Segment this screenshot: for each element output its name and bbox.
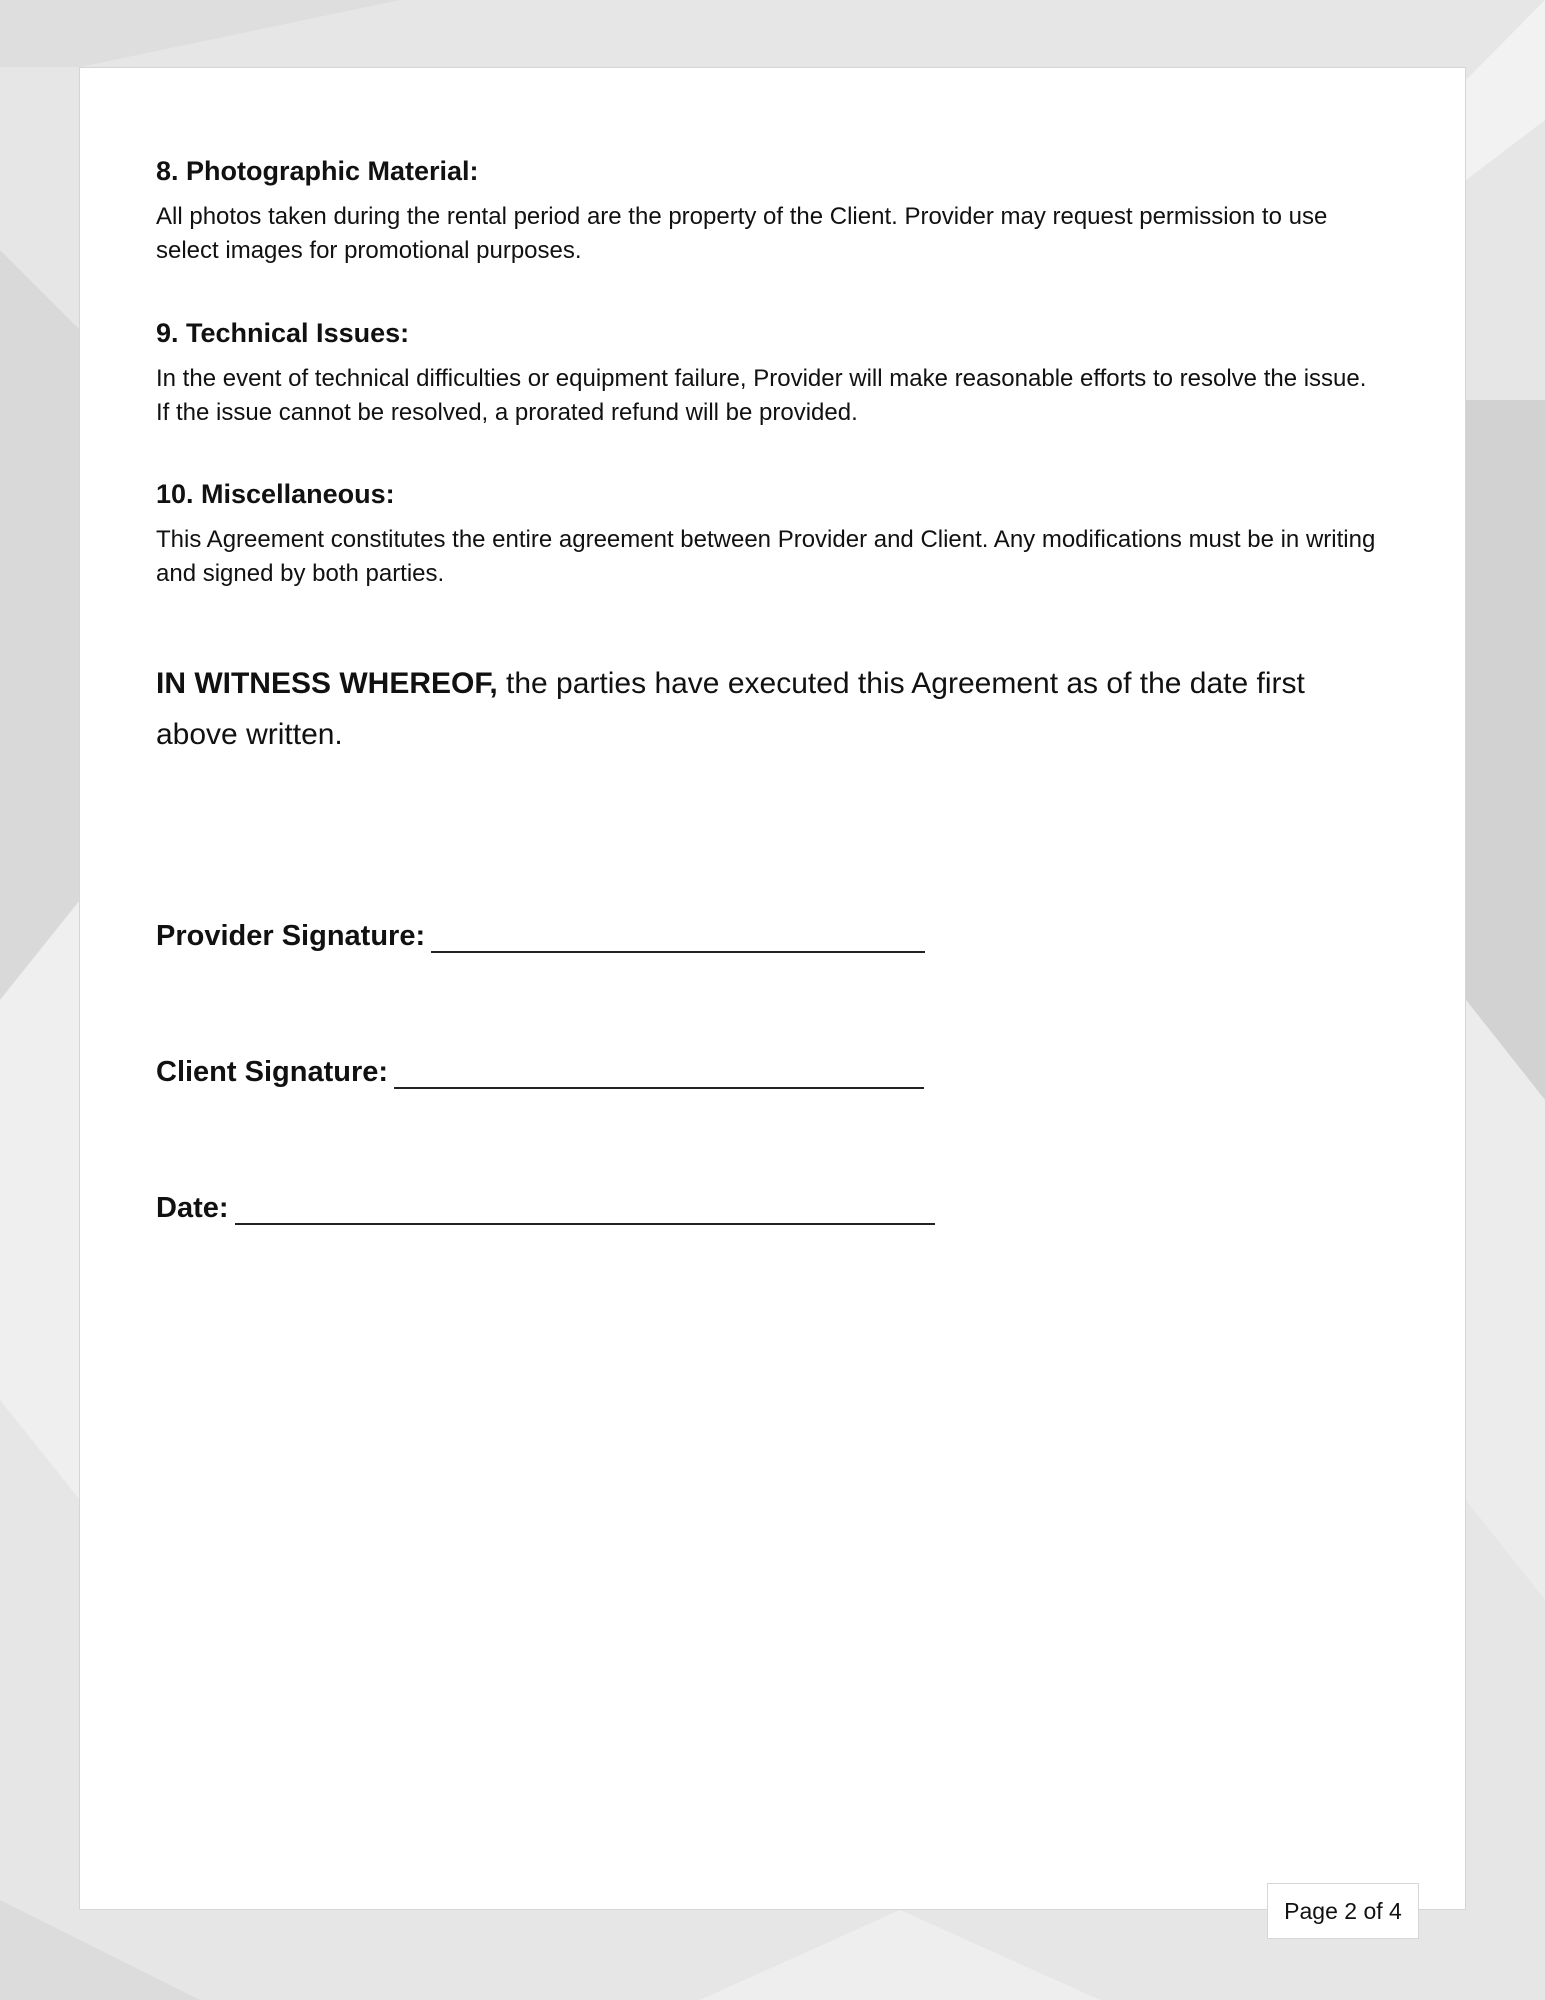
section-heading: 9. Technical Issues: — [156, 318, 410, 348]
section-photographic-material — [156, 154, 1386, 268]
section-body: In the event of technical difficulties or equipment failure, Provider will make reasonable efforts to resolve the issue. If the issue cannot be resolved, a prorated refund will be provided. — [156, 365, 1367, 426]
client-signature-row — [156, 1049, 924, 1089]
client-signature-line[interactable] — [394, 1085, 924, 1089]
section-body: All photos taken during the rental period are the property of the Client. Provider may request permission to use select images for promotional purposes. — [156, 203, 1328, 264]
section-miscellaneous — [156, 477, 1386, 591]
witness-clause — [156, 658, 1386, 760]
witness-lead: IN WITNESS WHEREOF, — [156, 667, 498, 700]
provider-signature-label: Provider Signature: — [156, 920, 426, 952]
section-technical-issues — [156, 316, 1386, 430]
date-line[interactable] — [235, 1221, 935, 1225]
date-label: Date: — [156, 1192, 229, 1224]
section-heading: 8. Photographic Material: — [156, 156, 479, 186]
date-row — [156, 1185, 935, 1225]
witness-text: the parties have executed this Agreement as of the date first above written. — [156, 667, 1305, 751]
provider-signature-row — [156, 913, 925, 953]
document-page — [79, 67, 1466, 1910]
section-body: This Agreement constitutes the entire agreement between Provider and Client. Any modifications must be in writing and signed by both parties. — [156, 526, 1376, 587]
client-signature-label: Client Signature: — [156, 1056, 389, 1088]
provider-signature-line[interactable] — [431, 949, 925, 953]
page-number-badge: Page 2 of 4 — [1267, 1883, 1419, 1939]
section-heading: 10. Miscellaneous: — [156, 479, 395, 509]
